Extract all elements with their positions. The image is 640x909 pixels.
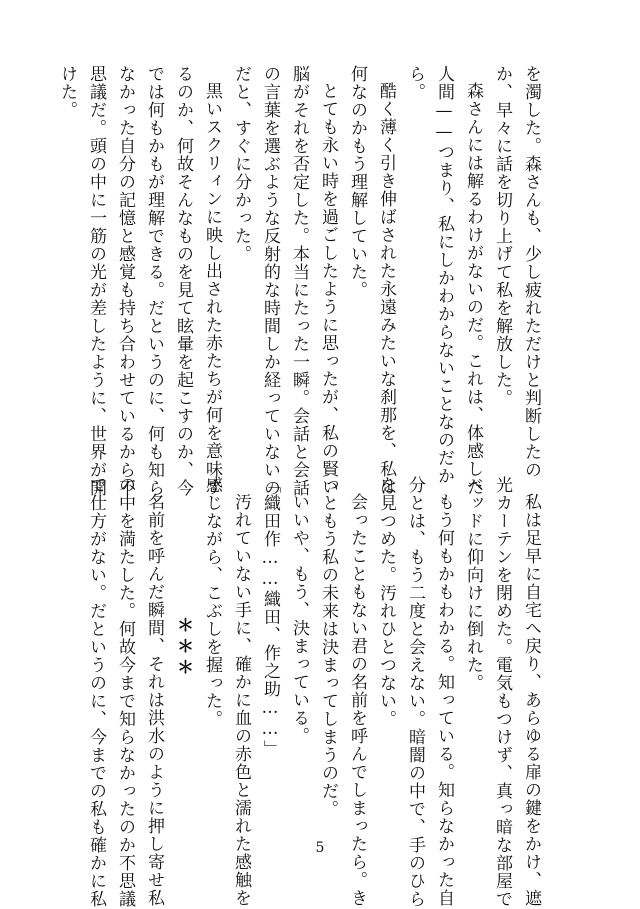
text-line: では何もかもが理解できる。だというのに、何も知ら xyxy=(144,65,164,497)
page-number: 5 xyxy=(315,840,325,856)
text-line: っともう私の未来は決まってしまうのだ。 xyxy=(318,476,338,818)
text-line: 会ったこともない君の名前を呼んでしまったら。き xyxy=(347,493,367,907)
text-line: ベッドに仰向けに倒れた。 xyxy=(463,476,483,692)
text-line: いいや、もう、決まっている。 xyxy=(289,493,309,745)
text-line: ら。 xyxy=(405,65,425,101)
text-line: 光カーテンを閉めた。電気もつけず、真っ暗な部屋で xyxy=(492,476,512,908)
text-line: を濁した。森さんも、少し疲れただけと判断したの xyxy=(521,65,541,479)
text-line: 黒いスクリィンに映し出された赤たちが何を意味す xyxy=(202,82,222,496)
text-line: 分とは、もう二度と会えない。暗闇の中で、手のひら xyxy=(405,476,425,908)
text-line: もう何もかもわかる。知っている。知らなかった自 xyxy=(434,493,454,907)
text-line: で仕方がない。だというのに、今までの私も確かに私 xyxy=(86,476,106,908)
text-line: の言葉を選ぶような反射的な時間しか経っていないの xyxy=(260,65,280,497)
section-break: ＊＊＊ xyxy=(173,616,193,679)
text-line: るのか、何故そんなものを見て眩暈を起こすのか、今 xyxy=(173,65,193,497)
text-line: なかった自分の記憶と感覚も持ち合わせているから不 xyxy=(115,65,135,497)
text-line: か、早々に話を切り上げて私を解放した。 xyxy=(492,65,512,407)
text-line: 名前を呼んだ瞬間、それは洪水のように押し寄せ私 xyxy=(144,493,164,907)
text-line: 森さんには解るわけがないのだ。これは、体感した xyxy=(463,82,483,496)
text-line: だと、すぐに分かった。 xyxy=(231,65,251,263)
text-line: 感じながら、こぶしを握った。 xyxy=(202,476,222,728)
text-line: を見つめた。汚れひとつない。 xyxy=(376,476,396,728)
dialogue-line: 「織田作……織田、作之助……」 xyxy=(260,476,280,758)
lower-text-block xyxy=(86,476,545,908)
text-line: の中を満たした。何故今まで知らなかったのか不思議 xyxy=(115,476,135,908)
text-line: 汚れていない手に、確かに血の赤色と濡れた感触を xyxy=(231,493,251,907)
text-line: 思議だ。頭の中に一筋の光が差したように、世界が開 xyxy=(86,65,106,497)
text-line: 人間——つまり、私にしかわからないことなのだか xyxy=(434,65,454,485)
text-line: 酷く薄く引き伸ばされた永遠みたいな刹那を、私は xyxy=(376,82,396,496)
text-line: けた。 xyxy=(57,65,77,119)
text-line: 私は足早に自宅へ戻り、あらゆる扉の鍵をかけ、遮 xyxy=(521,493,541,907)
text-line: 何なのかもう理解していた。 xyxy=(347,65,367,299)
upper-text-block xyxy=(57,65,545,497)
text-line: 脳がそれを否定した。本当にたった一瞬。会話と会話 xyxy=(289,65,309,497)
text-line: とても永い時を過ごしたように思ったが、私の賢い xyxy=(318,82,338,496)
